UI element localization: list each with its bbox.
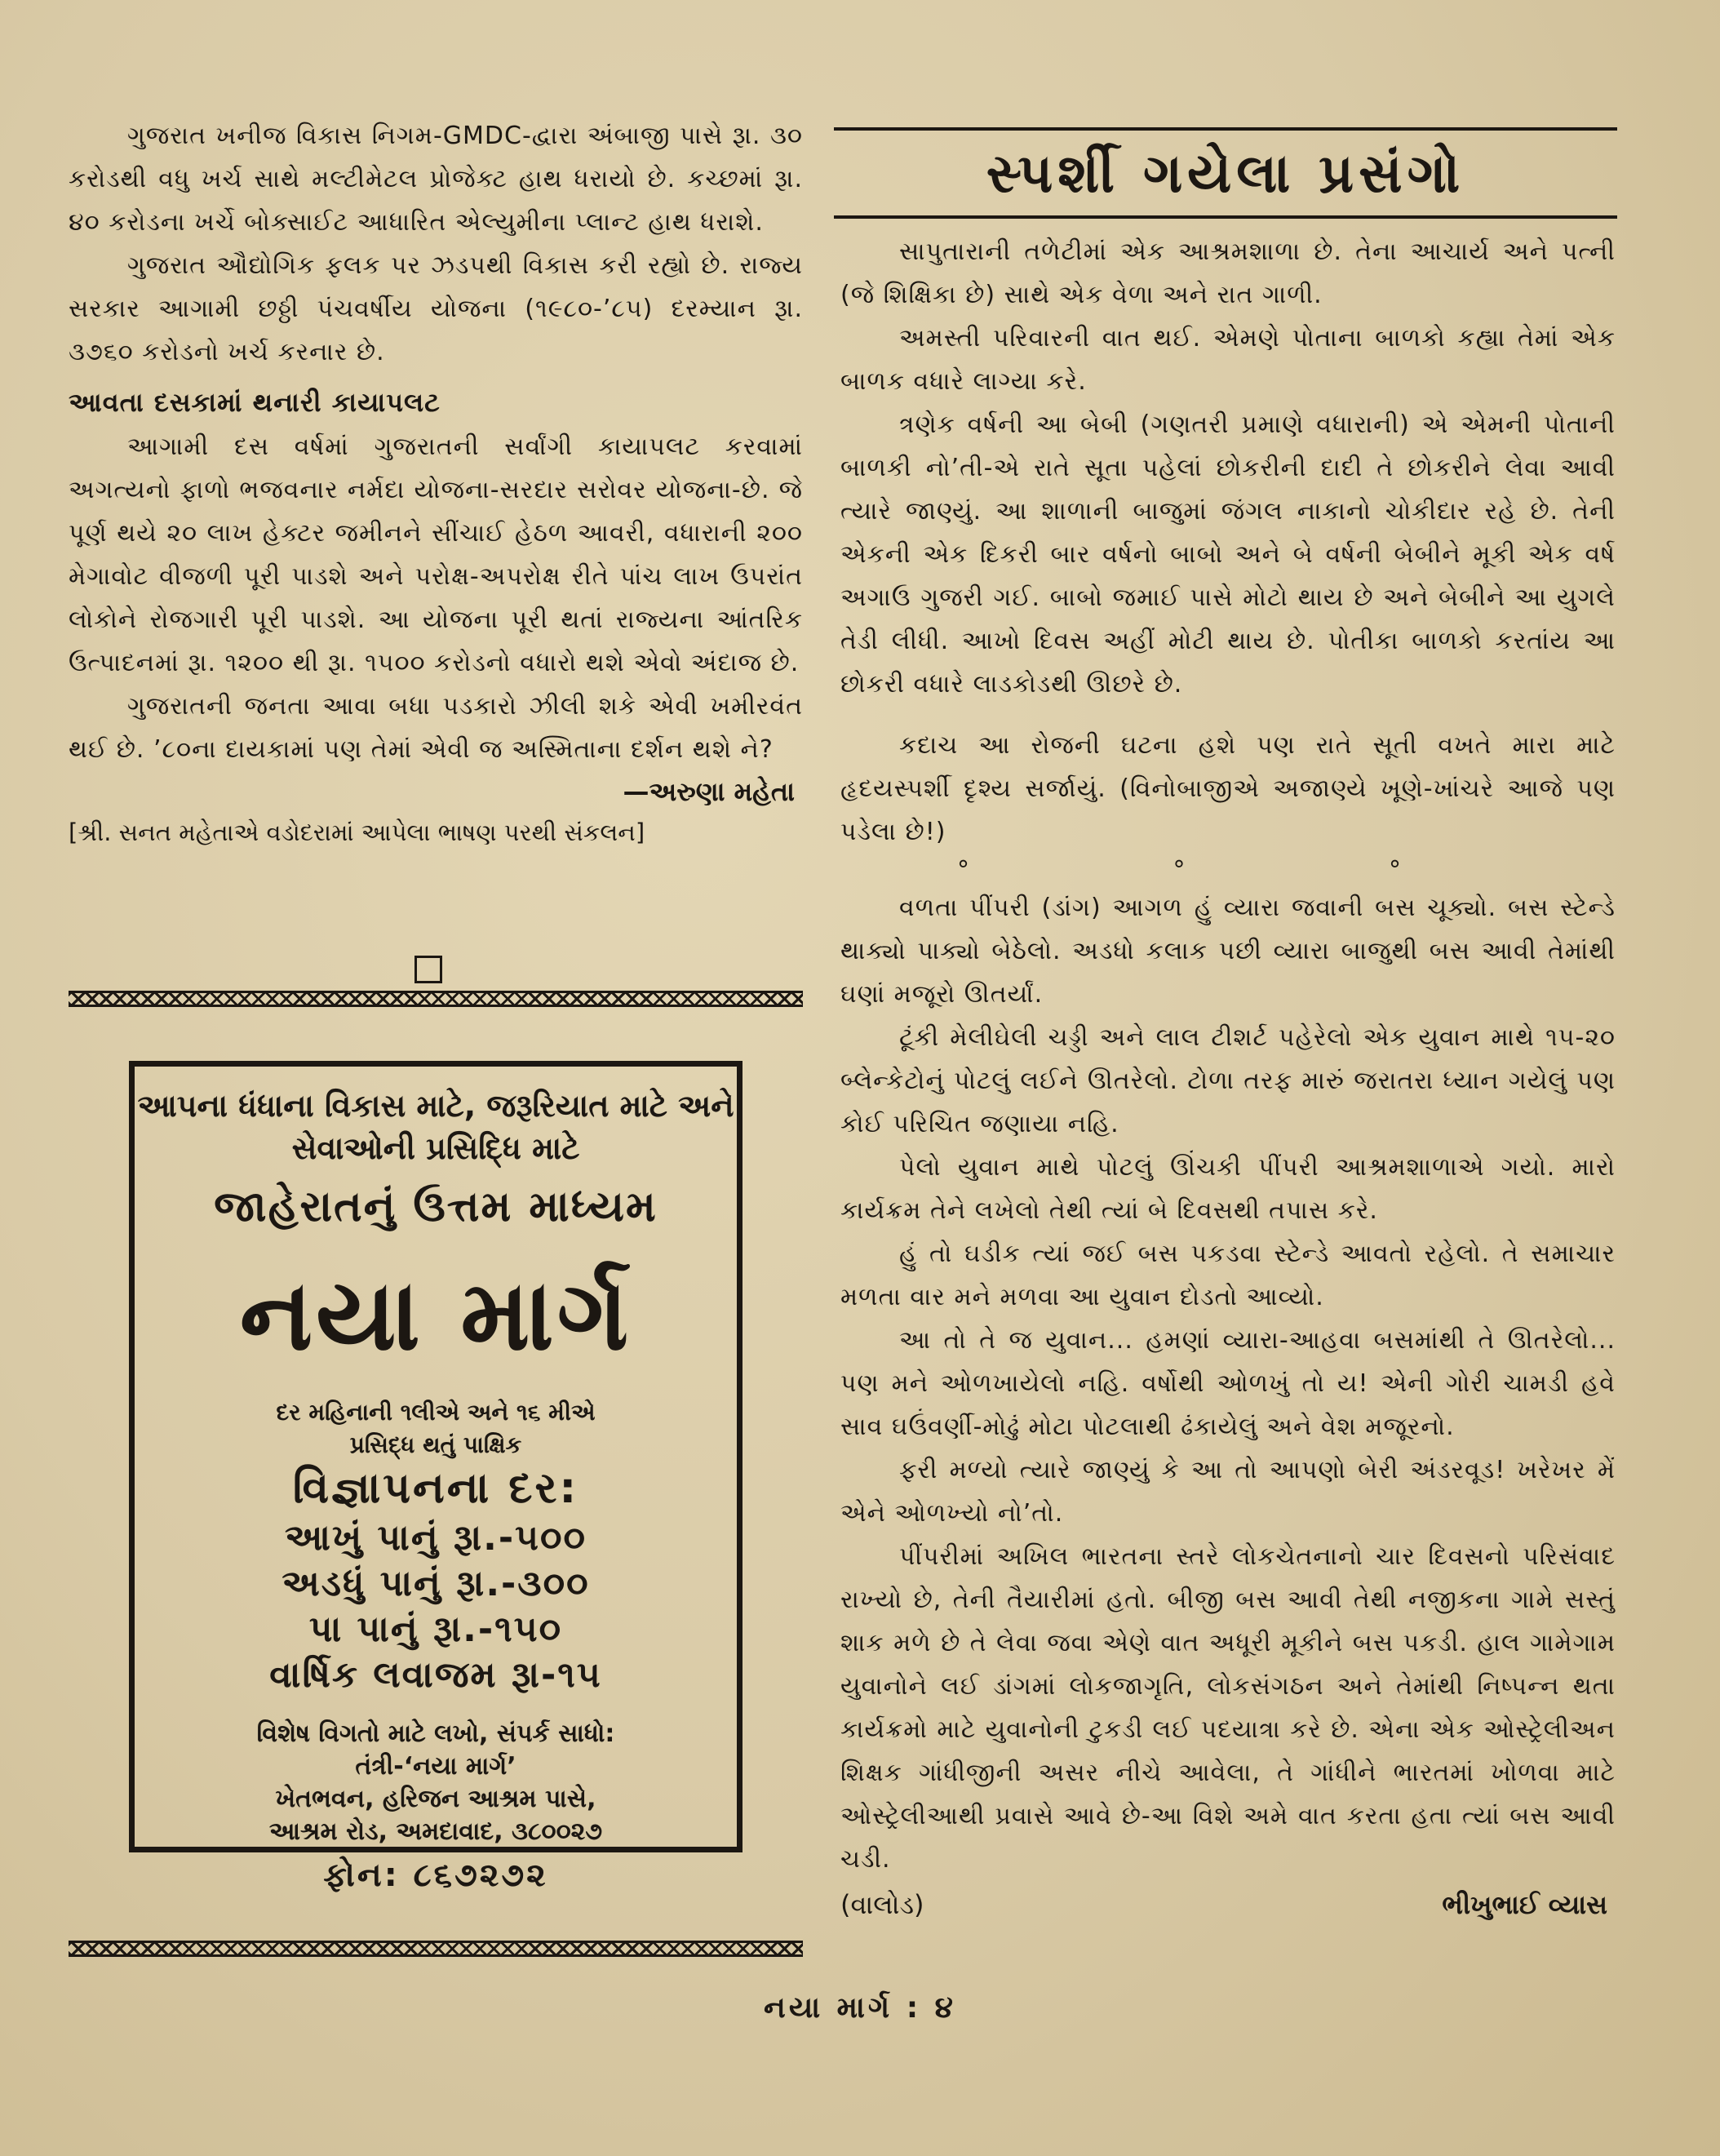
- paragraph-gmdc: ગુજરાત ખનીજ વિકાસ નિગમ-GMDC-દ્વારા અંબાજી પાસે રૂા. ૩૦ કરોડથી વધુ ખર્ચ સાથે મલ્ટીમેટલ પ્રોજેક્ટ હાથ ધરાયો છે. કચ્છમાં રૂા. ૪૦ કરોડના ખર્ચે બોક્સાઈટ આધારિત એલ્યુમીના પ્લાન્ટ હાથ ધરાશે.: [69, 122, 803, 237]
- paragraph-people: ગુજરાતની જનતા આવા બધા પડકારો ઝીલી શકે એવી ખમીરવંત થઈ છે. ’૮૦ના દાયકામાં પણ તેમાં એવી જ અસ્મિતાના દર્શન થશે ને?: [69, 692, 803, 764]
- right-column: [840, 230, 1616, 1925]
- signoff: [840, 1884, 1616, 1925]
- ad-rate-annual: વાર્ષિક લવાજમ રૂા-૧૫: [269, 1654, 602, 1696]
- page-footer: નયા માર્ગ : ૪: [764, 1991, 956, 2025]
- decorative-border-top: [69, 991, 803, 1007]
- advertisement-box: [129, 1061, 743, 1894]
- ad-frequency-1: દર મહિનાની ૧લીએ અને ૧૬ મીએ: [276, 1399, 596, 1426]
- ad-rate-full-page: આખું પાનું રૂા.-૫૦૦: [285, 1517, 587, 1559]
- subheading: આવતા દસકામાં થનારી કાયાપલટ: [69, 387, 441, 418]
- ad-rate-half-page: અડધું પાનું રૂા.-૩૦૦: [281, 1563, 590, 1604]
- decorative-border-bottom: [69, 1941, 803, 1957]
- title-rule-top: [834, 127, 1617, 131]
- left-column: [69, 114, 803, 853]
- right-author: ભીખુભાઈ વ્યાસ: [1442, 1889, 1607, 1920]
- section-divider: ° ° °: [956, 856, 1500, 885]
- place-name: (વાલોડ): [840, 1889, 924, 1920]
- left-author: —અરુણા મહેતા: [623, 776, 795, 807]
- ad-frequency-2: પ્રસિદ્ધ થતું પાક્ષિક: [349, 1431, 522, 1458]
- ad-line-1: આપના ધંધાના વિકાસ માટે, જરૂરિયાત માટે અને: [137, 1088, 734, 1124]
- ad-contact-1: વિશેષ વિગતો માટે લખો, સંપર્ક સાધો:: [256, 1719, 615, 1748]
- story-paragraph-6: ટૂંકી મેલીઘેલી ચડ્ડી અને લાલ ટીશર્ટ પહેરેલો એક યુવાન માથે ૧૫-૨૦ બ્લેન્કેટોનું પોટલું લઈને ઊતરેલો. ટોળા તરફ મારું જરાતરા ધ્યાન ગયેલું પણ કોઈ પરિચિત જણાયા નહિ.: [840, 1023, 1616, 1138]
- story-paragraph-2: અમસ્તી પરિવારની વાત થઈ. એમણે પોતાના બાળકો કહ્યા તેમાં એક બાળક વધારે લાગ્યા કરે.: [840, 324, 1616, 396]
- ad-line-2: સેવાઓની પ્રસિદ્ધિ માટે: [291, 1130, 580, 1166]
- ad-rates-title: વિજ્ઞાપનના દર:: [292, 1464, 579, 1513]
- story-paragraph-5: વળતા પીંપરી (ડાંગ) આગળ હું વ્યારા જવાની બસ ચૂક્યો. બસ સ્ટેન્ડે થાક્યો પાક્યો બેઠેલો. અડધો કલાક પછી વ્યારા બાજુથી બસ આવી તેમાંથી ઘણાં મજૂરો ઊતર્યાં.: [840, 894, 1616, 1009]
- story-paragraph-1: સાપુતારાની તળેટીમાં એક આશ્રમશાળા છે. તેના આચાર્ય અને પત્ની (જે શિક્ષિકા છે) સાથે એક વેળા અને રાત ગાળી.: [840, 237, 1616, 309]
- story-paragraph-8: હું તો ઘડીક ત્યાં જઈ બસ પકડવા સ્ટેન્ડે આવતો રહેલો. તે સમાચાર મળતા વાર મને મળવા આ યુવાન દોડતો આવ્યો.: [840, 1240, 1616, 1311]
- paragraph-industrial-growth: ગુજરાત ઔદ્યોગિક ફલક પર ઝડપથી વિકાસ કરી રહ્યો છે. રાજ્ય સરકાર આગામી છઠ્ઠી પંચવર્ષીય યોજના (૧૯૮૦-’૮૫) દરમ્યાન રૂા. ૩૭૬૦ કરોડનો ખર્ચ કરનાર છે.: [69, 251, 804, 366]
- story-paragraph-10: ફરી મળ્યો ત્યારે જાણ્યું કે આ તો આપણો બેરી અંડરવૂડ! ખરેખર મેં એને ઓળખ્યો નો’તો.: [840, 1456, 1616, 1528]
- end-box-icon: [414, 956, 442, 983]
- ad-rate-quarter-page: પા પાનું રૂા.-૧૫૦: [308, 1608, 563, 1650]
- title-rule-bottom: [834, 215, 1617, 219]
- source-note: [શ્રી. સનત મહેતાએ વડોદરામાં આપેલા ભાષણ પરથી સંકલન]: [69, 818, 645, 846]
- paragraph-narmada: આગામી દસ વર્ષમાં ગુજરાતની સર્વાંગી કાયાપલટ કરવામાં અગત્યનો ફાળો ભજવનાર નર્મદા યોજના-સરદાર સરોવર યોજના-છે. જે પૂર્ણ થયે ૨૦ લાખ હેક્ટર જમીનને સીંચાઈ હેઠળ આવરી, વધારાની ૨૦૦ મેગાવોટ વીજળી પૂરી પાડશે અને પરોક્ષ-અપરોક્ષ રીતે પાંચ લાખ ઉપરાંત લોકોને રોજગારી પૂરી પાડશે. આ યોજના પૂરી થતાં રાજ્યના આંતરિક ઉત્પાદનમાં રૂા. ૧૨૦૦ થી રૂા. ૧૫૦૦ કરોડનો વધારો થશે એવો અંદાજ છે.: [69, 433, 803, 677]
- story-paragraph-4: કદાચ આ રોજની ઘટના હશે પણ રાતે સૂતી વખતે મારા માટે હૃદયસ્પર્શી દૃશ્ય સર્જાયું. (વિનોબાજીએ અજાણ્યે ખૂણે-ખાંચરે આજે પણ પડેલા છે!): [840, 731, 1616, 846]
- ad-contact-2: તંત્રી-‘નયા માર્ગ’: [355, 1752, 516, 1781]
- ad-line-3: જાહેરાતનું ઉત્તમ માધ્યમ: [214, 1182, 658, 1231]
- ad-contact-3: ખેતભવન, હરિજન આશ્રમ પાસે,: [275, 1785, 596, 1813]
- story-paragraph-7: પેલો યુવાન માથે પોટલું ઊંચકી પીંપરી આશ્રમશાળાએ ગયો. મારો કાર્યક્રમ તેને લખેલો તેથી ત્યાં બે દિવસથી તપાસ કરે.: [840, 1153, 1616, 1225]
- article-title: સ્પર્શી ગયેલા પ્રસંગો: [986, 142, 1465, 205]
- story-paragraph-3: ત્રણેક વર્ષની આ બેબી (ગણતરી પ્રમાણે વધારાની) એ એમની પોતાની બાળકી નો’તી-એ રાતે સૂતા પહેલાં છોકરીની દાદી તે છોકરીને લેવા આવી ત્યારે જાણ્યું. આ શાળાની બાજુમાં જંગલ નાકાનો ચોકીદાર રહે છે. તેની એકની એક દિકરી બાર વર્ષનો બાબો અને બે વર્ષની બેબીને મૂકી એક વર્ષ અગાઉ ગુજરી ગઈ. બાબો જમાઈ પાસે મોટો થાય છે અને બેબીને આ યુગલે તેડી લીધી. આખો દિવસ અહીં મોટી થાય છે. પોતીકા બાળકો કરતાંય આ છોકરી વધારે લાડકોડથી ઊછરે છે.: [840, 410, 1616, 699]
- ad-contact-4: આશ્રમ રોડ, અમદાવાદ, ૩૮૦૦૨૭: [268, 1817, 603, 1846]
- story-paragraph-11: પીંપરીમાં અખિલ ભારતના સ્તરે લોકચેતનાનો ચાર દિવસનો પરિસંવાદ રાખ્યો છે, તેની તૈયારીમાં હતો. બીજી બસ આવી તેથી નજીકના ગામે સસ્તું શાક મળે છે તે લેવા જવા એણે વાત અધૂરી મૂકીને બસ પકડી. હાલ ગામેગામ યુવાનોને લઈ ડાંગમાં લોકજાગૃતિ, લોકસંગઠન અને તેમાંથી નિષ્પન્ન થતા કાર્યક્રમો માટે યુવાનોની ટુકડી લઈ પદયાત્રા કરે છે. એના એક ઓસ્ટ્રેલીઅન શિક્ષક ગાંધીજીની અસર નીચે આવેલા, તે ગાંધીને ભારતમાં ખોળવા માટે ઓસ્ટ્રેલીઆથી પ્રવાસે આવે છે-આ વિશે અમે વાત કરતા હતા ત્યાં બસ આવી ચડી.: [840, 1542, 1616, 1874]
- story-paragraph-9: આ તો તે જ યુવાન... હમણાં વ્યારા-આહવા બસમાંથી તે ઊતરેલો... પણ મને ઓળખાયેલો નહિ. વર્ષોથી ઓળખું તો ય! એની ગોરી ચામડી હવે સાવ ઘઉંવર્ણી-મોઢું મોટા પોટલાથી ઢંકાયેલું અને વેશ મજૂરનો.: [840, 1326, 1616, 1441]
- ad-phone: ફોન: ૮૬૭૨૭૨: [323, 1857, 548, 1894]
- ad-brand-name: નયા માર્ગ: [239, 1259, 632, 1373]
